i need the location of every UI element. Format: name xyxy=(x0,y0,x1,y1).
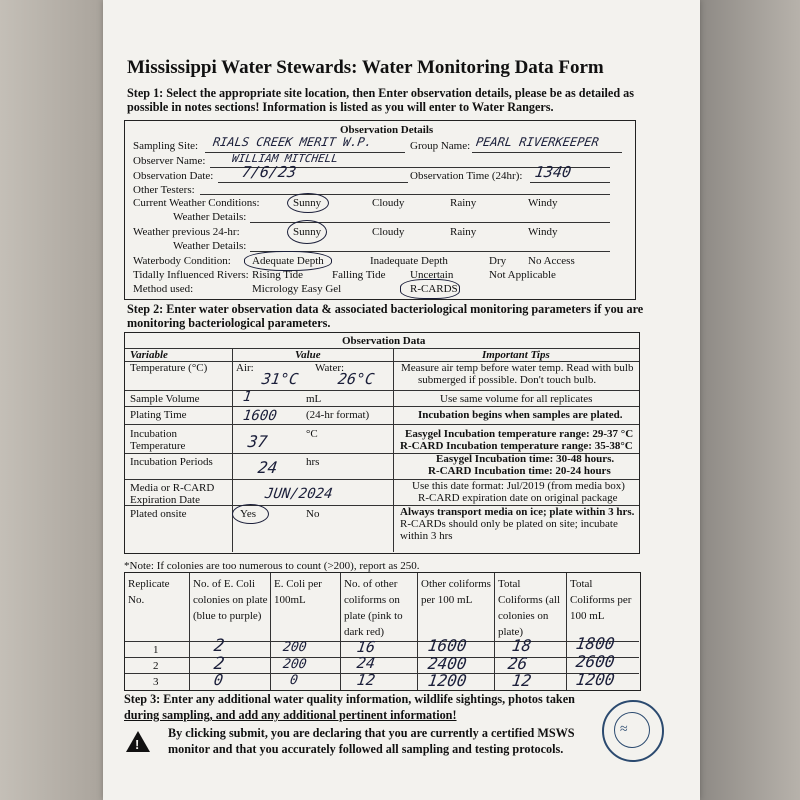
observation-time-line xyxy=(530,182,610,183)
observation-date-value[interactable]: 7/6/23 xyxy=(240,163,298,181)
plating-unit: (24-hr format) xyxy=(306,409,370,421)
prev-weather-cloudy[interactable]: Cloudy xyxy=(372,226,405,238)
air-label: Air: xyxy=(236,362,254,374)
weather-sunny[interactable]: Sunny xyxy=(293,197,322,209)
ct-header-total: Total Coliforms (all colonies on plate) xyxy=(498,578,561,638)
weather-details-label: Weather Details: xyxy=(173,211,247,223)
other-testers-label: Other Testers: xyxy=(133,184,195,196)
col-variable: Variable xyxy=(130,349,168,361)
observation-time-label: Observation Time (24hr): xyxy=(410,170,523,182)
step2-line2: monitoring bacteriological parameters. xyxy=(127,316,331,330)
observer-name-label: Observer Name: xyxy=(133,155,206,167)
tip-plated-3: within 3 hrs xyxy=(400,530,453,542)
method-easygel[interactable]: Micrology Easy Gel xyxy=(252,283,342,295)
ct-line-2 xyxy=(125,657,639,658)
prev-weather-details-label: Weather Details: xyxy=(173,240,247,252)
other-testers-line xyxy=(200,194,610,195)
tip-inc-temp-2: R-CARD Incubation temperature range: 35-38°C xyxy=(400,440,633,452)
var-incubation-temperature: Incubation Temperature xyxy=(130,428,186,452)
ct-row3-ecoli100[interactable]: 0 xyxy=(288,673,299,688)
volume-unit: mL xyxy=(306,393,322,405)
ct-row1-other[interactable]: 16 xyxy=(355,638,377,656)
step1-line1: Step 1: Select the appropriate site location, then Enter observation details, please be as detailed as xyxy=(127,86,634,100)
inc-period-unit: hrs xyxy=(306,456,320,468)
ct-row2-replicate: 2 xyxy=(153,660,159,672)
tip-temperature-2: submerged if possible. Don't touch bulb. xyxy=(418,374,597,386)
ct-header-total-per100: Total Coliforms per 100 mL xyxy=(570,578,632,622)
ct-row2-total[interactable]: 26 xyxy=(506,654,529,673)
var-expiration-date: Media or R-CARD Expiration Date xyxy=(130,482,215,506)
prev-weather-label: Weather previous 24-hr: xyxy=(133,226,240,238)
observation-details-heading: Observation Details xyxy=(340,124,434,136)
observation-date-line xyxy=(218,182,408,183)
ct-row2-other[interactable]: 24 xyxy=(355,654,377,672)
weather-rainy[interactable]: Rainy xyxy=(450,197,477,209)
od-line-2 xyxy=(125,390,639,391)
ct-row3-total100[interactable]: 1200 xyxy=(574,670,616,689)
observation-date-label: Observation Date: xyxy=(133,170,214,182)
plated-no[interactable]: No xyxy=(306,508,320,520)
disclaimer-line1: By clicking submit, you are declaring that you are currently a certified MSWS xyxy=(168,726,575,740)
var-temperature: Temperature (°C) xyxy=(130,362,208,374)
tidal-falling[interactable]: Falling Tide xyxy=(332,269,386,281)
water-label: Water: xyxy=(315,362,345,374)
ct-row3-other100[interactable]: 1200 xyxy=(426,671,468,690)
sampling-site-label: Sampling Site: xyxy=(133,140,199,152)
ct-row2-other100[interactable]: 2400 xyxy=(426,654,468,673)
waterbody-adequate-circle xyxy=(244,251,332,271)
weather-cloudy[interactable]: Cloudy xyxy=(372,197,405,209)
inc-temp-unit: °C xyxy=(306,428,318,440)
observer-name-value[interactable]: WILLIAM MITCHELL xyxy=(231,152,339,165)
waterbody-adequate[interactable]: Adequate Depth xyxy=(252,255,324,267)
ct-row2-ecoli100[interactable]: 200 xyxy=(281,657,308,672)
tip-volume: Use same volume for all replicates xyxy=(440,393,593,405)
tidal-not-applicable[interactable]: Not Applicable xyxy=(489,269,556,281)
background-right xyxy=(700,0,800,800)
inc-period-value[interactable]: 24 xyxy=(256,458,279,477)
observation-time-value[interactable]: 1340 xyxy=(533,163,573,181)
group-name-line xyxy=(472,152,622,153)
var-sample-volume: Sample Volume xyxy=(130,393,200,405)
ct-header-replicate: Replicate No. xyxy=(128,578,170,606)
waterbody-dry[interactable]: Dry xyxy=(489,255,507,267)
tip-temperature-1: Measure air temp before water temp. Read with bulb xyxy=(401,362,634,374)
ct-line-1 xyxy=(125,641,639,642)
observation-data-heading: Observation Data xyxy=(342,335,426,347)
waterbody-inadequate[interactable]: Inadequate Depth xyxy=(370,255,448,267)
step3-line2: during sampling, and add any additional pertinent information! xyxy=(124,708,457,722)
var-plated-onsite: Plated onsite xyxy=(130,508,187,520)
od-vline-2 xyxy=(393,349,394,552)
ct-header-ecoli-colonies: No. of E. Coli colonies on plate (blue to purple) xyxy=(193,578,268,622)
tip-plated-2: R-CARDs should only be plated on site; incubate xyxy=(400,518,618,530)
weather-windy[interactable]: Windy xyxy=(528,197,558,209)
tip-plating: Incubation begins when samples are plated. xyxy=(418,409,623,421)
ct-row2-ecoli[interactable]: 2 xyxy=(212,654,226,674)
tidal-rising[interactable]: Rising Tide xyxy=(252,269,304,281)
tip-inc-period-2: R-CARD Incubation time: 20-24 hours xyxy=(428,465,611,477)
method-label: Method used: xyxy=(133,283,194,295)
ct-row3-total[interactable]: 12 xyxy=(510,671,533,690)
background-left xyxy=(0,0,103,800)
col-value: Value xyxy=(295,349,321,361)
od-line-3 xyxy=(125,406,639,407)
col-tips: Important Tips xyxy=(482,349,550,361)
prev-weather-rainy[interactable]: Rainy xyxy=(450,226,477,238)
ct-header-other-colonies: No. of other coliforms on plate (pink to dark red) xyxy=(344,578,403,638)
ct-line-3 xyxy=(125,673,639,674)
tip-inc-temp-1: Easygel Incubation temperature range: 29-37 °C xyxy=(405,428,634,440)
ct-row3-ecoli[interactable]: 0 xyxy=(212,671,225,689)
var-plating-time: Plating Time xyxy=(130,409,187,421)
ct-row1-ecoli100[interactable]: 200 xyxy=(281,640,308,655)
plating-value[interactable]: 1600 xyxy=(241,408,278,424)
colonies-note: *Note: If colonies are too numerous to count (>200), report as 250. xyxy=(124,560,420,572)
ct-row1-ecoli[interactable]: 2 xyxy=(212,636,226,656)
method-rcards-circle xyxy=(400,279,460,299)
ct-row3-other[interactable]: 12 xyxy=(355,671,377,689)
ct-row3-replicate: 3 xyxy=(153,676,159,688)
warning-exclamation: ! xyxy=(135,737,140,752)
prev-weather-windy[interactable]: Windy xyxy=(528,226,558,238)
expiration-value[interactable]: JUN/2024 xyxy=(263,486,334,502)
ct-row1-other100[interactable]: 1600 xyxy=(426,636,468,655)
weather-label: Current Weather Conditions: xyxy=(133,197,260,209)
ct-header-ecoli-per100: E. Coli per 100mL xyxy=(274,578,322,606)
group-name-label: Group Name: xyxy=(410,140,471,152)
plated-yes[interactable]: Yes xyxy=(240,508,257,520)
var-incubation-periods: Incubation Periods xyxy=(130,456,213,468)
prev-weather-sunny[interactable]: Sunny xyxy=(293,226,322,238)
weather-sunny-circle xyxy=(287,193,329,213)
ct-row2-total100[interactable]: 2600 xyxy=(574,652,616,671)
method-rcards[interactable]: R-CARDS xyxy=(410,283,458,295)
prev-weather-sunny-circle xyxy=(287,220,327,244)
ct-header-other-per100: Other coliforms per 100 mL xyxy=(421,578,491,606)
tidal-label: Tidally Influenced Rivers: xyxy=(133,269,249,281)
od-line-4 xyxy=(125,424,639,425)
inc-temp-value[interactable]: 37 xyxy=(246,432,269,451)
form-title: Mississippi Water Stewards: Water Monitoring Data Form xyxy=(127,57,604,78)
step2-line1: Step 2: Enter water observation data & associated bacteriological monitoring parameters if you are xyxy=(127,302,644,316)
plated-yes-circle xyxy=(232,504,269,524)
tip-inc-period-1: Easygel Incubation time: 30-48 hours. xyxy=(436,453,615,465)
tip-expiration-1: Use this date format: Jul/2019 (from media box) xyxy=(412,480,625,492)
ct-row1-total[interactable]: 18 xyxy=(510,636,533,655)
od-vline-1 xyxy=(232,349,233,552)
air-value[interactable]: 31°C xyxy=(260,370,300,388)
volume-value[interactable]: 1 xyxy=(241,389,253,405)
msws-logo-wave-icon: ≈ xyxy=(620,722,628,737)
step1-line2: possible in notes sections! Information is listed as you will enter to Water Rangers. xyxy=(127,100,554,114)
ct-row1-replicate: 1 xyxy=(153,644,159,656)
waterbody-no-access[interactable]: No Access xyxy=(528,255,575,267)
group-name-value[interactable]: PEARL RIVERKEEPER xyxy=(475,135,600,149)
ct-row1-total100[interactable]: 1800 xyxy=(574,634,616,653)
sampling-site-value[interactable]: RIALS CREEK MERIT W.P. xyxy=(212,135,373,149)
tidal-uncertain[interactable]: Uncertain xyxy=(410,269,454,281)
water-value[interactable]: 26°C xyxy=(336,370,376,388)
tip-plated-1: Always transport media on ice; plate within 3 hrs. xyxy=(400,506,635,518)
disclaimer-line2: monitor and that you accurately followed all sampling and testing protocols. xyxy=(168,742,564,756)
od-line-head xyxy=(125,348,639,349)
step3-line1: Step 3: Enter any additional water quality information, wildlife sightings, photos taken xyxy=(124,692,575,706)
tip-expiration-2: R-CARD expiration date on original package xyxy=(418,492,618,504)
waterbody-label: Waterbody Condition: xyxy=(133,255,231,267)
